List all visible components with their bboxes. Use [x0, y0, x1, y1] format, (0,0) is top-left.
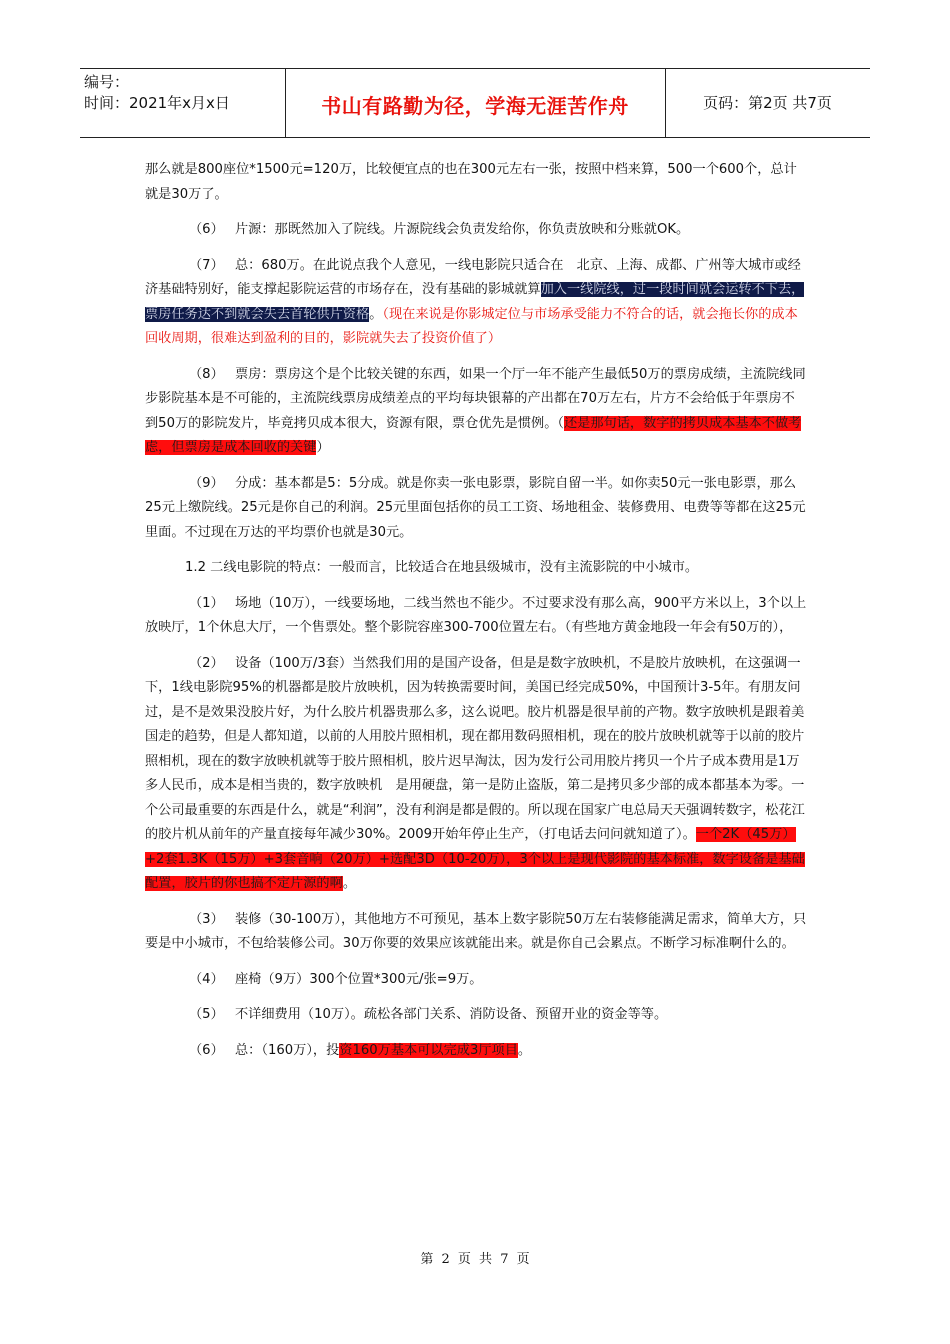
paragraph-decoration [145, 908, 807, 957]
item-text: 分成：基本都是5：5分成。就是你卖一张电影票，影院自留一半。如你卖50元一张电影票，那么25元上缴院线。25元是你自己的利润。25元里面包括你的员工工资、场地租金、装修费用、电费等等都在这25元里面。不过现在万达的平均票价也就是30元。 [145, 475, 806, 540]
paragraph-seats [145, 968, 807, 993]
paragraph-total-160 [145, 1039, 807, 1064]
item-number: （7） [189, 257, 224, 273]
red-highlight: 资160万基本可以完成3厅项目 [339, 1042, 518, 1058]
header-page-info: 页码：第2页 共7页 [703, 94, 832, 112]
item-text: 总：（160万），投 [235, 1042, 340, 1058]
item-text: 。 [342, 876, 356, 891]
paragraph-film-source [145, 218, 807, 243]
item-number: （6） [189, 222, 224, 237]
item-text: 座椅（9万）300个位置*300元/张=9万。 [235, 971, 483, 987]
header-motto: 书山有路勤为径，学海无涯苦作舟 [321, 94, 629, 118]
page-footer: 第 2 页 共 7 页 [420, 1252, 530, 1267]
item-number: （6） [189, 1042, 224, 1058]
item-number: （9） [189, 475, 224, 491]
page-header [80, 68, 870, 138]
header-meta [84, 72, 284, 114]
code-label: 编号： [84, 73, 130, 91]
item-text: 。 [517, 1042, 532, 1058]
paragraph-total-680 [145, 254, 807, 352]
paragraph-revenue-split [145, 472, 807, 546]
paragraph-box-office [145, 363, 807, 461]
item-text: ） [316, 440, 330, 455]
item-text: 不详细费用（10万）。疏松各部门关系、消防设备、预留开业的资金等等。 [235, 1007, 668, 1022]
paragraph-equipment [145, 652, 807, 897]
paragraph-misc-cost [145, 1003, 807, 1028]
red-highlight: 还是那句话，数字的拷贝成本基本不做考虑，但票房是成本回收的关键 [145, 415, 802, 455]
section-heading-1-2: 1.2 二线电影院的特点：一般而言，比较适合在地县级城市，没有主流影院的中小城市。 [185, 560, 699, 575]
document-body [145, 158, 807, 1074]
paragraph-venue [145, 592, 807, 641]
item-text: 片源：那既然加入了院线。片源院线会负责发给你，你负责放映和分账就OK。 [235, 222, 690, 237]
item-number: （3） [189, 911, 224, 927]
item-number: （5） [189, 1007, 224, 1022]
paragraph-seat-cost: 那么就是800座位*1500元=120万，比较便宜点的也在300元左右一张，按照中档来算，500一个600个，总计就是30万了。 [145, 162, 797, 202]
time-label: 时间：2021年x月x日 [84, 94, 230, 112]
item-number: （1） [189, 595, 224, 611]
item-text: 总：680万。在此说点我个人意见，一线电影院只适合在 北京、上海、成都、广州等大城市或经济基础特别好，能支撑起影院运营的市场存在，没有基础的影城就算 [145, 257, 801, 297]
item-number: （8） [189, 366, 224, 382]
item-text: 。 [369, 306, 383, 322]
item-text: 装修（30-100万），其他地方不可预见，基本上数字影院50万左右装修能满足需求，简单大方，只要是中小城市，不包给装修公司。30万你要的效果应该就能出来。就是你自己会累点。不断学习标准啊什么的。 [145, 911, 807, 951]
item-text: 场地（10万），一线要场地，二线当然也不能少。不过要求没有那么高，900平方米以上，3个以上放映厅，1个休息大厅，一个售票处。整个影院容座300-700位置左右。（有些地方黄金地段一年会有50万的）， [145, 595, 807, 635]
red-highlight: 一个2K（45万）+2套1.3K（15万）+3套音响（20万）+选配3D（10-20万），3个以上是现代影院的基本标准，数字设备是基础配置，胶片的你也搞不定片源的啊 [145, 827, 805, 891]
item-text: 设备（100万/3套）当然我们用的是国产设备，但是是数字放映机，不是胶片放映机，在这强调一下，1线电影院95%的机器都是胶片放映机，因为转换需要时间，美国已经完成50%，中国预计3-5年。有朋友问过，是不是效果没胶片好，为什么胶片机器贵那么多，这么说吧。胶片机器是很早前的产物。数字放映机是跟着美国走的趋势，但是人都知道，以前的人用胶片照相机，现在都用数码照相机，现在的胶片放映机就等于以前的胶片照相机，现在的数字放映机就等于胶片照相机，胶片迟早淘汰，因为发行公司用胶片拷贝一个片子成本费用是1万多人民币，成本是相当贵的，数字放映机 是用硬盘，第一是防止盗版，第二是拷贝多少部的成本都基本为零。一个公司最重要的东西是什么，就是“利润”，没有利润是都是假的。所以现在国家广电总局天天强调转数字，松花江的胶片机从前年的产量直接每年减少30%。2009开始年停止生产，（打电话去问问就知道了）。 [145, 655, 805, 842]
red-note: （现在来说是你影城定位与市场承受能力不符合的话，就会拖长你的成本回收周期，很难达到盈利的目的，影院就失去了投资价值了） [145, 306, 798, 346]
item-number: （4） [189, 971, 224, 987]
item-number: （2） [189, 655, 224, 671]
navy-highlight: 加入一线院线，过一段时间就会运转不下去，票房任务达不到就会失去首轮供片资格 [145, 282, 805, 322]
item-text: 票房：票房这个是个比较关键的东西，如果一个厅一年不能产生最低50万的票房成绩，主流院线同步影院基本是不可能的，主流院线票房成绩差点的平均每块银幕的产出都在70万左右，片方不会给低于年票房不到50万的影院发片，毕竟拷贝成本很大，资源有限，票仓优先是惯例。（ [145, 366, 806, 431]
